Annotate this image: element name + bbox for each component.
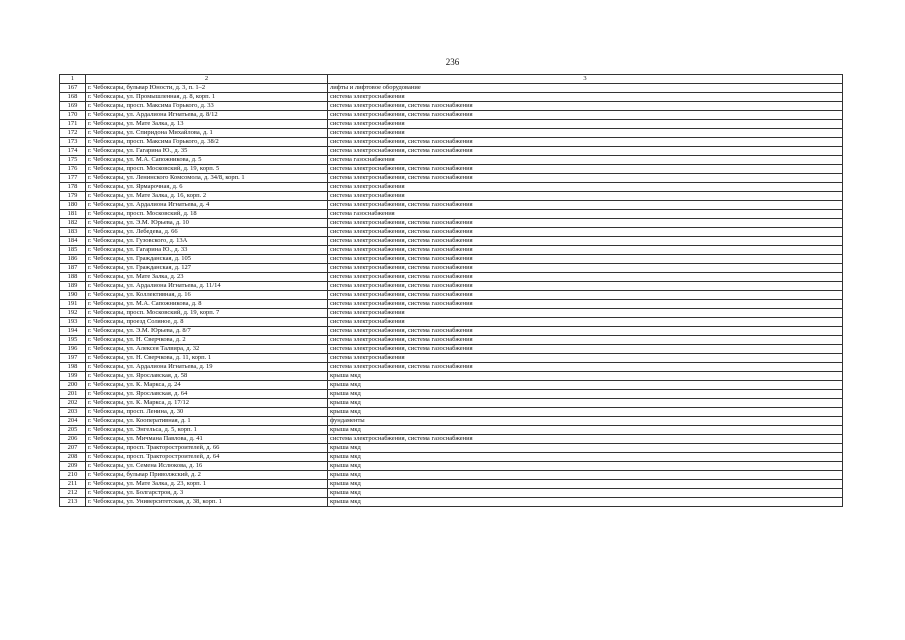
row-number: 208 — [60, 453, 86, 462]
row-address: г. Чебоксары, ул. Промышленная, д. 8, корп. 1 — [86, 93, 328, 102]
row-address: г. Чебоксары, ул. Ардалиона Игнатьева, д. 8/12 — [86, 111, 328, 120]
table-row — [60, 129, 843, 138]
row-number: 195 — [60, 336, 86, 345]
row-systems: система электроснабжения, система газоснабжения — [328, 327, 843, 336]
row-number: 192 — [60, 309, 86, 318]
row-systems: система электроснабжения — [328, 120, 843, 129]
row-systems: крыша мкд — [328, 480, 843, 489]
row-address: г. Чебоксары, просп. Тракторостроителей, д. 66 — [86, 444, 328, 453]
row-address: г. Чебоксары, ул. Ярославская, д. 58 — [86, 372, 328, 381]
row-systems: крыша мкд — [328, 489, 843, 498]
table-row — [60, 282, 843, 291]
table-row — [60, 435, 843, 444]
table-row — [60, 381, 843, 390]
row-systems: система электроснабжения, система газоснабжения — [328, 291, 843, 300]
table-row — [60, 93, 843, 102]
table-row — [60, 264, 843, 273]
row-number: 167 — [60, 84, 86, 93]
header-col-systems: 3 — [328, 75, 843, 84]
table-row — [60, 336, 843, 345]
row-number: 209 — [60, 462, 86, 471]
row-address: г. Чебоксары, ул. Ардалиона Игнатьева, д. 19 — [86, 363, 328, 372]
row-number: 210 — [60, 471, 86, 480]
row-number: 188 — [60, 273, 86, 282]
row-address: г. Чебоксары, бульвар Юности, д. 3, п. 1–2 — [86, 84, 328, 93]
row-number: 174 — [60, 147, 86, 156]
row-systems: лифты и лифтовое оборудование — [328, 84, 843, 93]
table-row — [60, 426, 843, 435]
table-row — [60, 183, 843, 192]
table-row — [60, 318, 843, 327]
row-address: г. Чебоксары, ул. Университетская, д. 38, корп. 1 — [86, 498, 328, 507]
table-row — [60, 327, 843, 336]
header-col-address: 2 — [86, 75, 328, 84]
row-systems: крыша мкд — [328, 498, 843, 507]
row-systems: крыша мкд — [328, 381, 843, 390]
row-systems: система электроснабжения, система газоснабжения — [328, 273, 843, 282]
row-number: 211 — [60, 480, 86, 489]
table-row — [60, 237, 843, 246]
row-number: 170 — [60, 111, 86, 120]
row-number: 181 — [60, 210, 86, 219]
row-address: г. Чебоксары, ул. Ардалиона Игнатьева, д. 11/14 — [86, 282, 328, 291]
row-address: г. Чебоксары, ул. Ленинского Комсомола, д. 34/8, корп. 1 — [86, 174, 328, 183]
row-address: г. Чебоксары, ул. Э.М. Юрьева, д. 8/7 — [86, 327, 328, 336]
row-address: г. Чебоксары, ул. Спиридона Михайлова, д. 1 — [86, 129, 328, 138]
row-number: 206 — [60, 435, 86, 444]
row-systems: система газоснабжения — [328, 156, 843, 165]
row-systems: система электроснабжения, система газоснабжения — [328, 111, 843, 120]
row-address: г. Чебоксары, ул. Коллективная, д. 16 — [86, 291, 328, 300]
row-systems: система электроснабжения, система газоснабжения — [328, 282, 843, 291]
row-number: 198 — [60, 363, 86, 372]
row-address: г. Чебоксары, ул. М.А. Сапожникова, д. 8 — [86, 300, 328, 309]
table-row — [60, 300, 843, 309]
table-row — [60, 165, 843, 174]
table-row — [60, 192, 843, 201]
table-row — [60, 372, 843, 381]
table-row — [60, 111, 843, 120]
row-systems: система электроснабжения, система газоснабжения — [328, 246, 843, 255]
row-systems: система электроснабжения — [328, 354, 843, 363]
row-address: г. Чебоксары, просп. Ленина, д. 30 — [86, 408, 328, 417]
row-number: 180 — [60, 201, 86, 210]
row-address: г. Чебоксары, ул. Н. Сверчкова, д. 2 — [86, 336, 328, 345]
row-address: г. Чебоксары, ул. Энгельса, д. 5, корп. 1 — [86, 426, 328, 435]
table-row — [60, 363, 843, 372]
row-number: 202 — [60, 399, 86, 408]
table-row — [60, 210, 843, 219]
row-address: г. Чебоксары, просп. Московский, д. 19, корп. 5 — [86, 165, 328, 174]
row-systems: система электроснабжения, система газоснабжения — [328, 345, 843, 354]
table-row — [60, 354, 843, 363]
row-number: 204 — [60, 417, 86, 426]
row-number: 176 — [60, 165, 86, 174]
row-systems: система электроснабжения, система газоснабжения — [328, 237, 843, 246]
row-number: 169 — [60, 102, 86, 111]
row-number: 200 — [60, 381, 86, 390]
row-number: 205 — [60, 426, 86, 435]
row-number: 171 — [60, 120, 86, 129]
header-row — [60, 75, 843, 84]
row-number: 199 — [60, 372, 86, 381]
row-number: 179 — [60, 192, 86, 201]
row-systems: система электроснабжения — [328, 318, 843, 327]
row-systems: система электроснабжения, система газоснабжения — [328, 264, 843, 273]
row-address: г. Чебоксары, ул. Мичмана Павлова, д. 41 — [86, 435, 328, 444]
row-systems: фундаменты — [328, 417, 843, 426]
table-row — [60, 444, 843, 453]
table-row — [60, 174, 843, 183]
table-row — [60, 417, 843, 426]
row-address: г. Чебоксары, ул. Кооперативная, д. 1 — [86, 417, 328, 426]
table-row — [60, 273, 843, 282]
row-address: г. Чебоксары, ул. Ардалиона Игнатьева, д. 4 — [86, 201, 328, 210]
row-address: г. Чебоксары, ул. Болгарстроя, д. 3 — [86, 489, 328, 498]
row-address: г. Чебоксары, ул. Ярославская, д. 64 — [86, 390, 328, 399]
row-systems: система электроснабжения, система газоснабжения — [328, 435, 843, 444]
row-systems: система электроснабжения, система газоснабжения — [328, 228, 843, 237]
table-row — [60, 489, 843, 498]
row-systems: система электроснабжения, система газоснабжения — [328, 255, 843, 264]
row-systems: система электроснабжения — [328, 309, 843, 318]
table-body — [60, 84, 843, 507]
row-systems: система электроснабжения — [328, 93, 843, 102]
row-address: г. Чебоксары, просп. Максима Горького, д. 33 — [86, 102, 328, 111]
row-number: 196 — [60, 345, 86, 354]
row-number: 183 — [60, 228, 86, 237]
row-address: г. Чебоксары, проезд Соляное, д. 8 — [86, 318, 328, 327]
table-row — [60, 120, 843, 129]
row-number: 178 — [60, 183, 86, 192]
row-address: г. Чебоксары, ул. Гагарина Ю., д. 35 — [86, 147, 328, 156]
table-row — [60, 201, 843, 210]
table-row — [60, 390, 843, 399]
row-number: 212 — [60, 489, 86, 498]
row-systems: система электроснабжения, система газоснабжения — [328, 363, 843, 372]
row-number: 213 — [60, 498, 86, 507]
table-row — [60, 147, 843, 156]
row-address: г. Чебоксары, бульвар Приволжский, д. 2 — [86, 471, 328, 480]
row-address: г. Чебоксары, ул. К. Маркса, д. 17/12 — [86, 399, 328, 408]
row-address: г. Чебоксары, ул. Семена Ислюкова, д. 16 — [86, 462, 328, 471]
row-systems: система электроснабжения, система газоснабжения — [328, 138, 843, 147]
row-systems: крыша мкд — [328, 399, 843, 408]
row-address: г. Чебоксары, ул. Мате Залка, д. 16, корп. 2 — [86, 192, 328, 201]
row-address: г. Чебоксары, просп. Тракторостроителей, д. 64 — [86, 453, 328, 462]
row-address: г. Чебоксары, просп. Максима Горького, д. 38/2 — [86, 138, 328, 147]
row-address: г. Чебоксары, ул. Алексея Талвира, д. 32 — [86, 345, 328, 354]
row-number: 189 — [60, 282, 86, 291]
row-address: г. Чебоксары, просп. Московский, д. 18 — [86, 210, 328, 219]
row-number: 177 — [60, 174, 86, 183]
row-systems: крыша мкд — [328, 390, 843, 399]
row-systems: крыша мкд — [328, 372, 843, 381]
row-systems: крыша мкд — [328, 426, 843, 435]
table-row — [60, 156, 843, 165]
row-address: г. Чебоксары, ул. М.А. Сапожникова, д. 5 — [86, 156, 328, 165]
table-row — [60, 102, 843, 111]
address-table — [59, 74, 843, 507]
row-systems: система электроснабжения, система газоснабжения — [328, 102, 843, 111]
row-number: 194 — [60, 327, 86, 336]
row-number: 191 — [60, 300, 86, 309]
row-number: 190 — [60, 291, 86, 300]
header-col-number: 1 — [60, 75, 86, 84]
row-address: г. Чебоксары, ул. Гузовского, д. 13А — [86, 237, 328, 246]
table-row — [60, 84, 843, 93]
row-address: г. Чебоксары, ул. Мате Залка, д. 13 — [86, 120, 328, 129]
row-systems: система газоснабжения — [328, 210, 843, 219]
table-row — [60, 138, 843, 147]
table-row — [60, 453, 843, 462]
row-systems: крыша мкд — [328, 462, 843, 471]
row-number: 175 — [60, 156, 86, 165]
row-number: 197 — [60, 354, 86, 363]
row-systems: система электроснабжения, система газоснабжения — [328, 174, 843, 183]
table-row — [60, 309, 843, 318]
row-systems: система электроснабжения, система газоснабжения — [328, 147, 843, 156]
row-address: г. Чебоксары, ул. Ярмарочная, д. 6 — [86, 183, 328, 192]
table-header — [60, 75, 843, 84]
row-number: 207 — [60, 444, 86, 453]
table-row — [60, 255, 843, 264]
row-systems: система электроснабжения, система газоснабжения — [328, 201, 843, 210]
row-systems: крыша мкд — [328, 444, 843, 453]
row-number: 172 — [60, 129, 86, 138]
row-number: 182 — [60, 219, 86, 228]
row-systems: система электроснабжения — [328, 183, 843, 192]
row-systems: система электроснабжения, система газоснабжения — [328, 165, 843, 174]
table-row — [60, 498, 843, 507]
table-row — [60, 480, 843, 489]
row-systems: система электроснабжения — [328, 129, 843, 138]
table-row — [60, 471, 843, 480]
row-systems: крыша мкд — [328, 408, 843, 417]
row-systems: крыша мкд — [328, 453, 843, 462]
row-systems: крыша мкд — [328, 471, 843, 480]
table-row — [60, 399, 843, 408]
row-address: г. Чебоксары, ул. Гагарина Ю., д. 33 — [86, 246, 328, 255]
row-number: 203 — [60, 408, 86, 417]
row-systems: система электроснабжения, система газоснабжения — [328, 219, 843, 228]
table-row — [60, 408, 843, 417]
row-address: г. Чебоксары, ул. Э.М. Юрьева, д. 10 — [86, 219, 328, 228]
row-address: г. Чебоксары, ул. К. Маркса, д. 24 — [86, 381, 328, 390]
row-address: г. Чебоксары, ул. Лебедева, д. 66 — [86, 228, 328, 237]
row-number: 186 — [60, 255, 86, 264]
table-row — [60, 228, 843, 237]
table-row — [60, 246, 843, 255]
row-systems: система электроснабжения, система газоснабжения — [328, 300, 843, 309]
row-number: 185 — [60, 246, 86, 255]
row-number: 168 — [60, 93, 86, 102]
row-address: г. Чебоксары, ул. Гражданская, д. 105 — [86, 255, 328, 264]
row-systems: система электроснабжения, система газоснабжения — [328, 336, 843, 345]
row-address: г. Чебоксары, ул. Н. Сверчкова, д. 11, корп. 1 — [86, 354, 328, 363]
row-number: 193 — [60, 318, 86, 327]
row-number: 201 — [60, 390, 86, 399]
table-row — [60, 345, 843, 354]
row-address: г. Чебоксары, просп. Московский, д. 19, корп. 7 — [86, 309, 328, 318]
row-systems: система электроснабжения — [328, 192, 843, 201]
row-address: г. Чебоксары, ул. Гражданская, д. 127 — [86, 264, 328, 273]
row-number: 187 — [60, 264, 86, 273]
row-number: 173 — [60, 138, 86, 147]
row-number: 184 — [60, 237, 86, 246]
table-row — [60, 462, 843, 471]
table-row — [60, 291, 843, 300]
row-address: г. Чебоксары, ул. Мате Залка, д. 23 — [86, 273, 328, 282]
row-address: г. Чебоксары, ул. Мате Залка, д. 23, корп. 1 — [86, 480, 328, 489]
page-number: 236 — [445, 57, 460, 67]
table-row — [60, 219, 843, 228]
